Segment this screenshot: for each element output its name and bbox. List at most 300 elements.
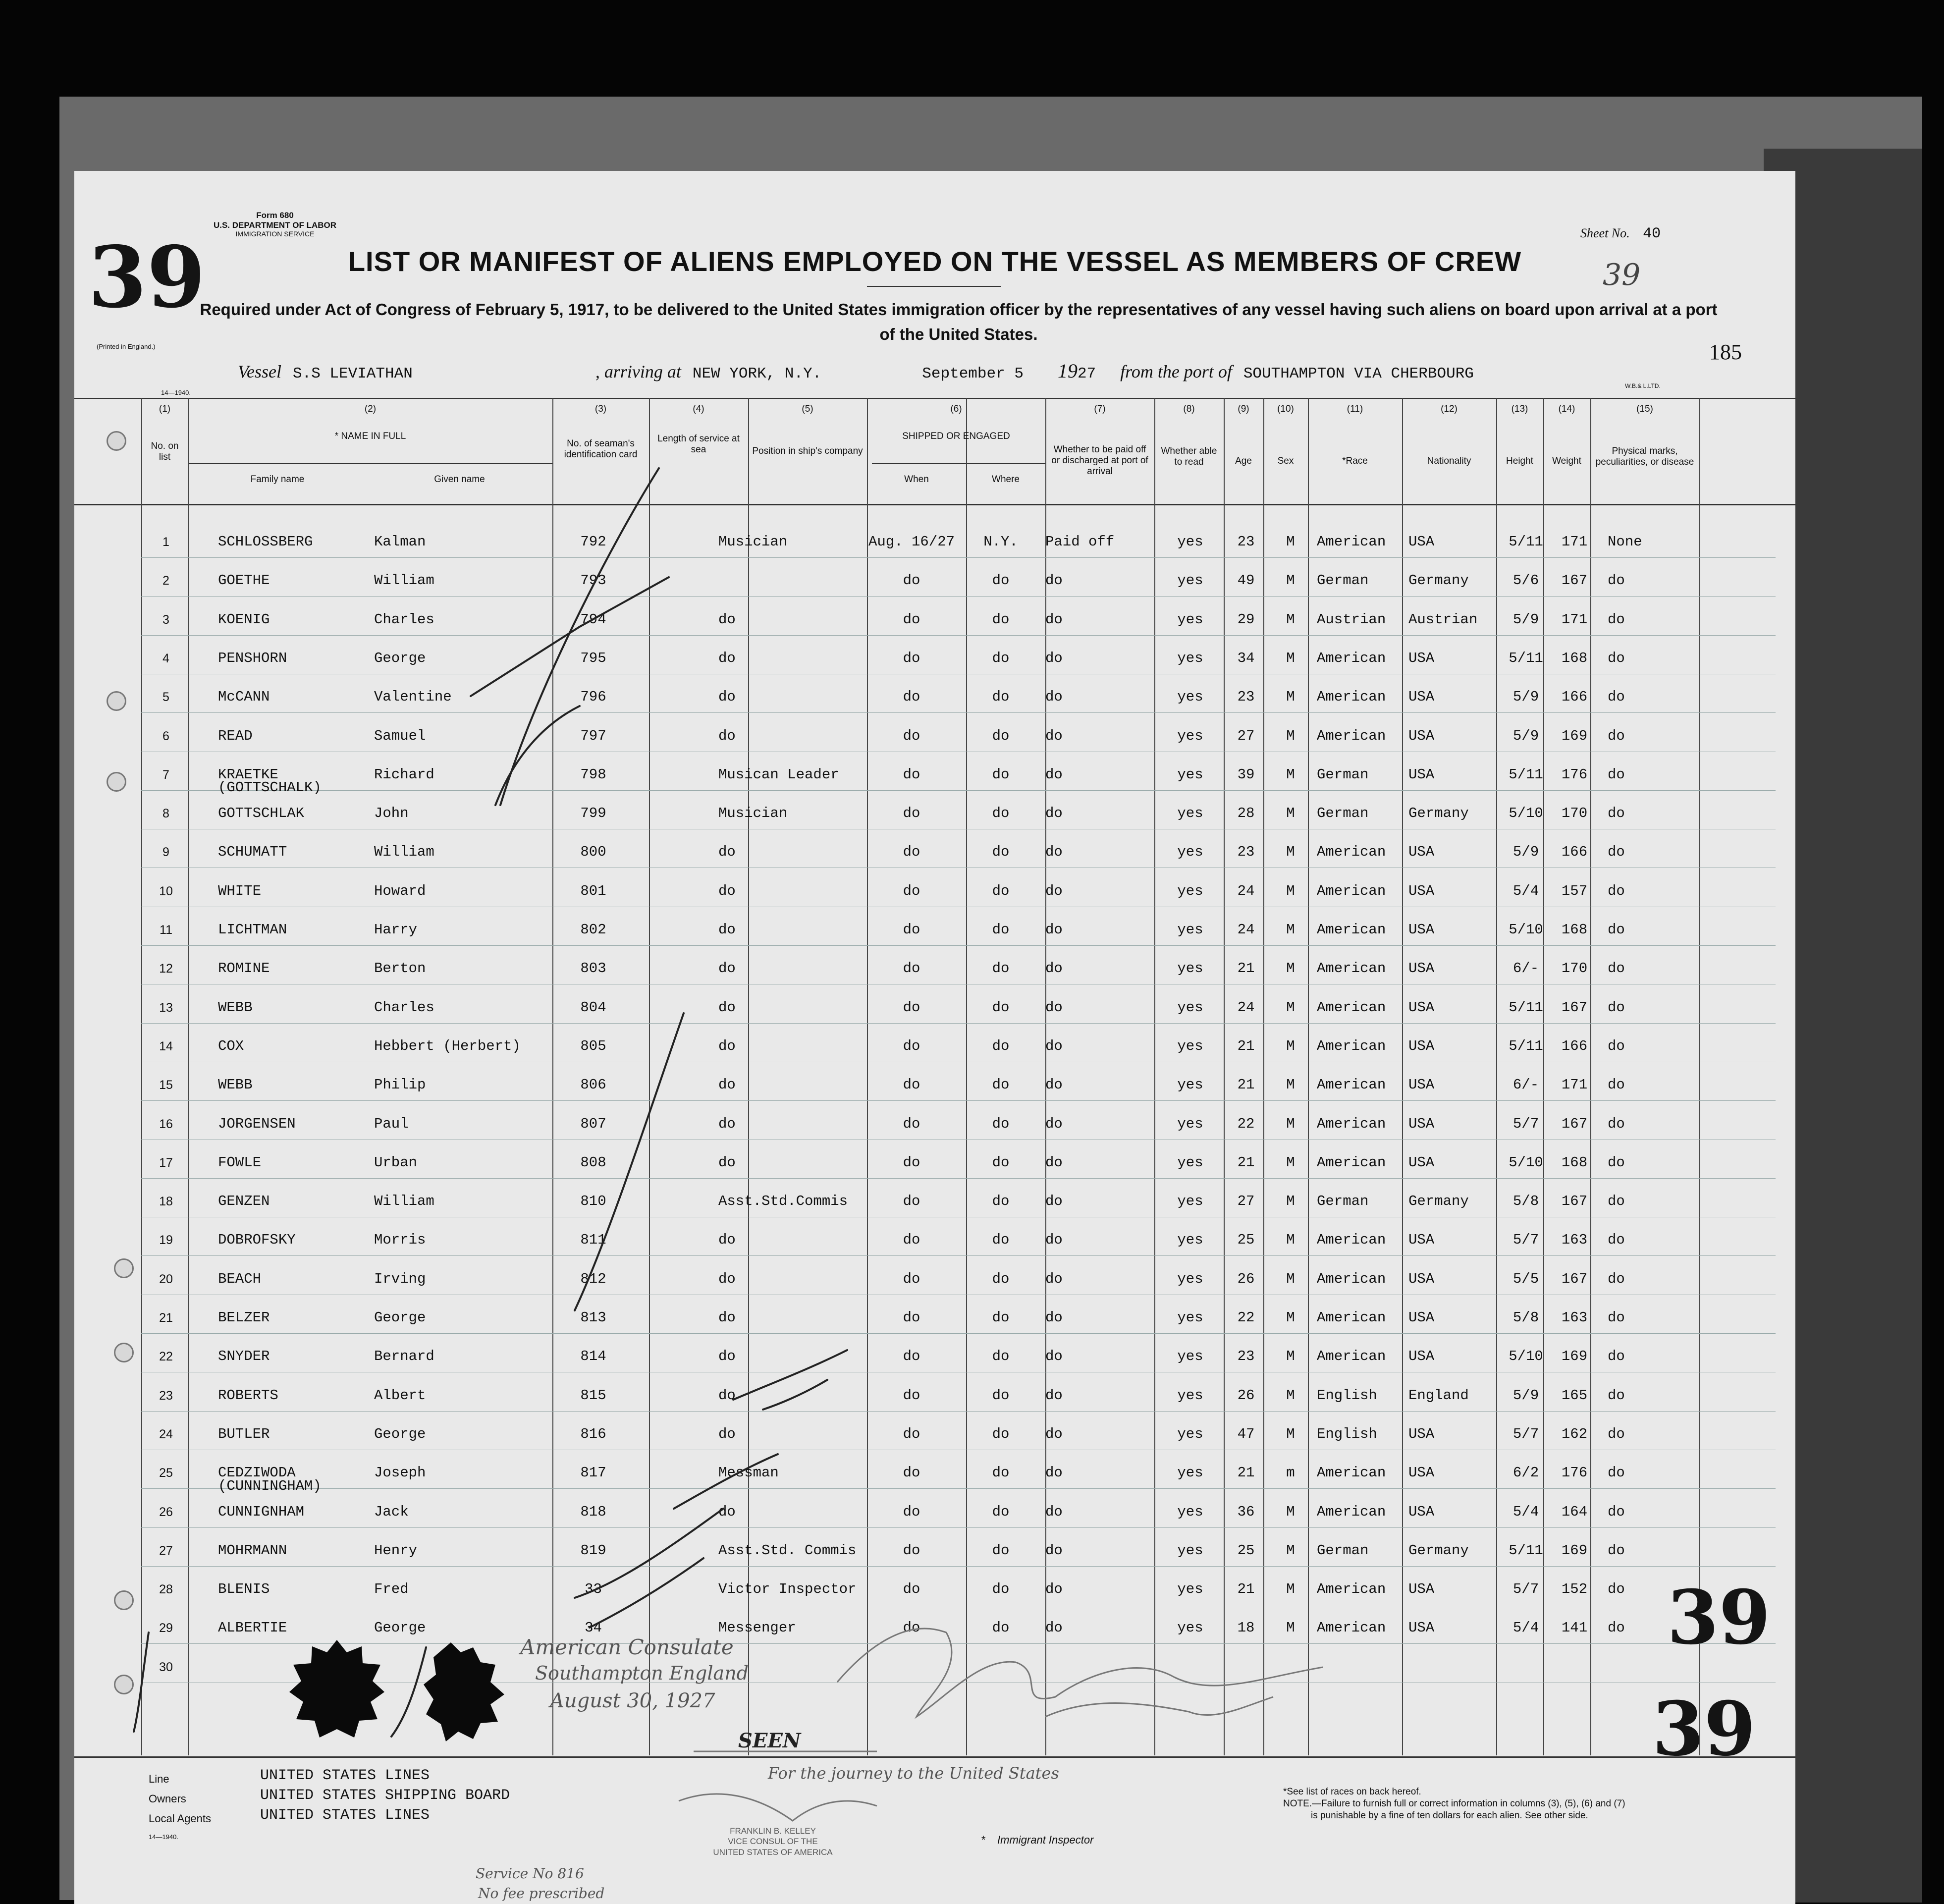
cell-sex: M [1286, 883, 1295, 899]
cell-sex: M [1286, 960, 1295, 977]
cell-card: 805 [580, 1038, 606, 1054]
cell-age: 26 [1237, 1387, 1255, 1404]
cell-given: Charles [374, 999, 434, 1016]
cell-paid: do [1045, 883, 1063, 899]
cell-position: do [718, 689, 736, 705]
cell-position: do [718, 611, 736, 628]
cell-age: 23 [1237, 534, 1255, 550]
cell-age: 49 [1237, 572, 1255, 589]
cell-paid: do [1045, 805, 1063, 821]
cell-weight: 162 [1561, 1426, 1588, 1442]
cell-sex: M [1286, 1038, 1295, 1054]
cell-position: do [718, 728, 736, 744]
cell-marks: do [1608, 1620, 1625, 1636]
cell-position: do [718, 883, 736, 899]
cell-age: 24 [1237, 999, 1255, 1016]
cell-marks: do [1608, 1465, 1625, 1481]
cell-where: do [992, 1309, 1010, 1326]
column-header: Whether to be paid off or discharged at port of arrival [1051, 444, 1148, 477]
cell-paid: do [1045, 766, 1063, 783]
cell-height: 5/11 [1509, 999, 1543, 1016]
column-header: Weight [1552, 456, 1581, 466]
cell-position: do [718, 1077, 736, 1093]
cell-family: KRAETKE [218, 766, 278, 783]
arrival-date: September 5 [922, 365, 1024, 382]
department: U.S. DEPARTMENT OF LABOR [213, 220, 337, 230]
cell-height: 5/7 [1512, 1426, 1539, 1442]
cell-race: American [1317, 1504, 1386, 1520]
cell-given: Berton [374, 960, 426, 977]
cell-age: 18 [1237, 1620, 1255, 1636]
page-title: LIST OR MANIFEST OF ALIENS EMPLOYED ON THE VESSEL AS MEMBERS OF CREW [348, 246, 1522, 277]
cell-sex: M [1286, 1348, 1295, 1364]
column-header: Physical marks, peculiarities, or disease [1595, 446, 1694, 467]
cell-race: American [1317, 999, 1386, 1016]
cell-given: George [374, 1309, 426, 1326]
sheet-number-crossed: 39 [1603, 258, 1641, 292]
cell-paid: do [1045, 1193, 1063, 1209]
inspector-text: Immigrant Inspector [997, 1834, 1094, 1846]
cell-read: yes [1177, 960, 1203, 977]
cell-weight: 167 [1561, 572, 1588, 589]
handwritten-date: August 30, 1927 [550, 1689, 715, 1712]
cell-sex: M [1286, 1426, 1295, 1442]
cell-height: 5/9 [1512, 611, 1539, 628]
column-header: When [904, 474, 929, 485]
cell-read: yes [1177, 1542, 1203, 1559]
cell-weight: 168 [1561, 650, 1588, 666]
cell-where: do [992, 611, 1010, 628]
cell-marks: do [1608, 1387, 1625, 1404]
cell-family: KOENIG [218, 611, 270, 628]
cell-read: yes [1177, 572, 1203, 589]
cell-when: do [903, 805, 920, 821]
cell-height: 5/10 [1509, 1154, 1543, 1171]
cell-position: do [718, 922, 736, 938]
cell-race: American [1317, 1348, 1386, 1364]
cell-marks: do [1608, 1038, 1625, 1054]
column-header: Sex [1277, 456, 1294, 466]
cell-marks: do [1608, 1581, 1625, 1597]
cell-read: yes [1177, 689, 1203, 705]
stamp-number-bottom: 39 [1652, 1686, 1756, 1773]
cell-family: READ [218, 728, 253, 744]
cell-race: American [1317, 1154, 1386, 1171]
cell-no: 30 [159, 1660, 173, 1674]
column-number: (4) [693, 404, 704, 414]
consul-title: VICE CONSUL OF THE [728, 1837, 818, 1847]
cell-position: Victor Inspector [718, 1581, 857, 1597]
cell-when: do [903, 1387, 920, 1404]
column-header: Length of service at sea [657, 434, 740, 455]
cell-position: do [718, 1348, 736, 1364]
cell-card: 806 [580, 1077, 606, 1093]
cell-read: yes [1177, 1077, 1203, 1093]
cell-card: 810 [580, 1193, 606, 1209]
cell-sex: M [1286, 572, 1295, 589]
cell-family: CEDZIWODA [218, 1465, 296, 1481]
cell-sex: M [1286, 1077, 1295, 1093]
cell-weight: 152 [1561, 1581, 1588, 1597]
cell-when: Aug. 16/27 [868, 534, 955, 550]
footnote-penalty-1: NOTE.—Failure to furnish full or correct information in columns (3), (5), (6) and (7) [1283, 1798, 1625, 1809]
cell-nat: USA [1408, 883, 1435, 899]
cell-paid: do [1045, 611, 1063, 628]
cell-no: 16 [159, 1117, 173, 1131]
cell-nat: USA [1408, 1077, 1435, 1093]
cell-nat: Germany [1408, 805, 1469, 821]
cell-family: GOTTSCHLAK [218, 805, 305, 821]
cell-card: 811 [580, 1232, 606, 1248]
cell-where: do [992, 1387, 1010, 1404]
cell-paid: do [1045, 1348, 1063, 1364]
cell-height: 5/11 [1509, 534, 1543, 550]
cell-card: 816 [580, 1426, 606, 1442]
column-number: (13) [1511, 404, 1528, 414]
cell-sex: M [1286, 611, 1295, 628]
cell-card: 34 [585, 1620, 602, 1636]
cell-read: yes [1177, 1348, 1203, 1364]
column-header: *Race [1342, 456, 1368, 466]
cell-card: 817 [580, 1465, 606, 1481]
cell-age: 27 [1237, 728, 1255, 744]
cell-marks: do [1608, 1542, 1625, 1559]
cell-position: do [718, 1309, 736, 1326]
cell-when: do [903, 689, 920, 705]
page-number: 185 [1709, 340, 1742, 364]
cell-weight: 164 [1561, 1504, 1588, 1520]
cell-height: 5/4 [1512, 883, 1539, 899]
cell-given: Henry [374, 1542, 418, 1559]
cell-position: Musician [718, 805, 788, 821]
column-number: (9) [1238, 404, 1249, 414]
cell-nat: USA [1408, 1504, 1435, 1520]
cell-height: 5/5 [1512, 1271, 1539, 1287]
cell-height: 5/9 [1512, 844, 1539, 860]
cell-marks: do [1608, 689, 1625, 705]
column-header: Height [1506, 456, 1533, 466]
cell-weight: 170 [1561, 960, 1588, 977]
cell-race: American [1317, 1038, 1386, 1054]
cell-card: 801 [580, 883, 606, 899]
subtitle: Required under Act of Congress of February 5, 1917, to be delivered to the United States immigration officer by the representatives of any vessel having such aliens on board upon arrival at a port of the United States. [200, 300, 1718, 343]
cell-given: Hebbert (Herbert) [374, 1038, 521, 1054]
cell-height: 5/8 [1512, 1193, 1539, 1209]
cell-position: do [718, 1271, 736, 1287]
cell-card: 800 [580, 844, 606, 860]
from-port: SOUTHAMPTON VIA CHERBOURG [1243, 365, 1474, 382]
sheet-value: 40 [1643, 225, 1661, 242]
cell-paid: do [1045, 1542, 1063, 1559]
cell-sex: M [1286, 689, 1295, 705]
cell-weight: 167 [1561, 1193, 1588, 1209]
cell-nat: England [1408, 1387, 1469, 1404]
cell-race: American [1317, 728, 1386, 744]
cell-sex: M [1286, 1309, 1295, 1326]
cell-given: Howard [374, 883, 426, 899]
cell-marks: do [1608, 766, 1625, 783]
cell-family: WEBB [218, 999, 253, 1016]
cell-where: do [992, 960, 1010, 977]
cell-paid: Paid off [1045, 534, 1115, 550]
cell-given: Joseph [374, 1465, 426, 1481]
cell-marks: do [1608, 650, 1625, 666]
cell-weight: 169 [1561, 728, 1588, 744]
cell-sex: M [1286, 844, 1295, 860]
cell-weight: 165 [1561, 1387, 1588, 1404]
cell-no: 21 [159, 1311, 173, 1325]
cell-nat: Germany [1408, 1542, 1469, 1559]
cell-height: 5/10 [1509, 1348, 1543, 1364]
cell-when: do [903, 1620, 920, 1636]
cell-weight: 171 [1561, 611, 1588, 628]
cell-given: Paul [374, 1116, 409, 1132]
handwritten-service: Service No 816 [476, 1865, 584, 1882]
cell-height: 5/9 [1512, 1387, 1539, 1404]
column-header: * NAME IN FULL [334, 431, 406, 441]
cell-race: American [1317, 1309, 1386, 1326]
footnote-races: *See list of races on back hereof. [1283, 1787, 1421, 1797]
cell-no: 24 [159, 1427, 173, 1441]
cell-read: yes [1177, 805, 1203, 821]
cell-age: 27 [1237, 1193, 1255, 1209]
cell-family: COX [218, 1038, 244, 1054]
cell-no: 22 [159, 1350, 173, 1363]
cell-when: do [903, 1348, 920, 1364]
consul-country: UNITED STATES OF AMERICA [713, 1847, 833, 1857]
cell-position: Messenger [718, 1620, 796, 1636]
cell-card: 803 [580, 960, 606, 977]
sheet-label: Sheet No. [1580, 226, 1630, 240]
cell-marks: do [1608, 1077, 1625, 1093]
cell-marks: do [1608, 1116, 1625, 1132]
cell-paid: do [1045, 1232, 1063, 1248]
cell-height: 5/7 [1512, 1232, 1539, 1248]
cell-race: American [1317, 1077, 1386, 1093]
cell-marks: do [1608, 1154, 1625, 1171]
cell-no: 5 [162, 690, 169, 704]
family-name-correction: (CUNNINGHAM) [218, 1478, 322, 1494]
cell-read: yes [1177, 999, 1203, 1016]
cell-no: 17 [159, 1156, 173, 1170]
cell-age: 21 [1237, 960, 1255, 977]
cell-sex: M [1286, 1620, 1295, 1636]
cell-race: German [1317, 766, 1369, 783]
cell-when: do [903, 572, 920, 589]
cell-when: do [903, 1116, 920, 1132]
cell-card: 812 [580, 1271, 606, 1287]
cell-card: 814 [580, 1348, 606, 1364]
line-label: Line [149, 1773, 169, 1785]
cell-nat: USA [1408, 1581, 1435, 1597]
form-reference: 14—1940. [161, 389, 191, 396]
cell-when: do [903, 1426, 920, 1442]
cell-height: 5/7 [1512, 1116, 1539, 1132]
cell-family: SCHUMATT [218, 844, 287, 860]
cell-when: do [903, 1542, 920, 1559]
cell-height: 5/9 [1512, 689, 1539, 705]
cell-when: do [903, 922, 920, 938]
cell-paid: do [1045, 922, 1063, 938]
cell-nat: Germany [1408, 572, 1469, 589]
cell-read: yes [1177, 1504, 1203, 1520]
cell-no: 13 [159, 1001, 173, 1015]
cell-race: American [1317, 1620, 1386, 1636]
cell-height: 5/7 [1512, 1581, 1539, 1597]
cell-given: Morris [374, 1232, 426, 1248]
cell-where: do [992, 1038, 1010, 1054]
cell-card: 796 [580, 689, 606, 705]
form-number: Form 680 [256, 211, 294, 220]
seen-stamp: SEEN [738, 1729, 801, 1752]
footnote-penalty-2: is punishable by a fine of ten dollars for each alien. See other side. [1311, 1810, 1588, 1821]
cell-given: William [374, 572, 434, 589]
cell-card: 808 [580, 1154, 606, 1171]
cell-where: do [992, 1504, 1010, 1520]
cell-given: Irving [374, 1271, 426, 1287]
cell-given: Valentine [374, 689, 452, 705]
cell-nat: USA [1408, 766, 1435, 783]
cell-weight: 171 [1561, 1077, 1588, 1093]
cell-read: yes [1177, 1154, 1203, 1171]
year-prefix: 19 [1057, 360, 1078, 382]
handwritten-fee: No fee prescribed [478, 1885, 605, 1902]
arrival-port: NEW YORK, N.Y. [692, 365, 822, 382]
cell-read: yes [1177, 844, 1203, 860]
cell-card: 813 [580, 1309, 606, 1326]
cell-sex: M [1286, 999, 1295, 1016]
cell-nat: USA [1408, 1116, 1435, 1132]
cell-given: Urban [374, 1154, 418, 1171]
cell-given: Jack [374, 1504, 409, 1520]
manifest-sheet [74, 171, 1795, 1904]
cell-sex: M [1286, 1542, 1295, 1559]
cell-race: American [1317, 960, 1386, 977]
cell-height: 5/4 [1512, 1504, 1539, 1520]
cell-where: do [992, 728, 1010, 744]
cell-sex: M [1286, 805, 1295, 821]
cell-age: 23 [1237, 1348, 1255, 1364]
handwritten-marks [74, 171, 1795, 1904]
cell-where: do [992, 1193, 1010, 1209]
stamp-number-top: 39 [1667, 1574, 1771, 1661]
cell-card: 799 [580, 805, 606, 821]
cell-where: do [992, 805, 1010, 821]
column-header: SHIPPED OR ENGAGED [902, 431, 1010, 441]
cell-no: 14 [159, 1039, 173, 1053]
cell-marks: do [1608, 1232, 1625, 1248]
cell-family: DOBROFSKY [218, 1232, 296, 1248]
cell-nat: USA [1408, 844, 1435, 860]
cell-where: do [992, 650, 1010, 666]
cell-height: 5/11 [1509, 650, 1543, 666]
cell-sex: M [1286, 1193, 1295, 1209]
cell-no: 23 [159, 1389, 173, 1403]
cell-weight: 163 [1561, 1232, 1588, 1248]
cell-age: 26 [1237, 1271, 1255, 1287]
cell-paid: do [1045, 844, 1063, 860]
cell-family: GENZEN [218, 1193, 270, 1209]
cell-age: 34 [1237, 650, 1255, 666]
cell-paid: do [1045, 1038, 1063, 1054]
cell-where: do [992, 1271, 1010, 1287]
cell-card: 795 [580, 650, 606, 666]
cell-marks: do [1608, 999, 1625, 1016]
cell-where: do [992, 1077, 1010, 1093]
cell-position: Asst.Std. Commis [718, 1542, 857, 1559]
cell-height: 6/2 [1512, 1465, 1539, 1481]
cell-sex: M [1286, 1387, 1295, 1404]
cell-age: 21 [1237, 1581, 1255, 1597]
cell-race: American [1317, 922, 1386, 938]
cell-position: do [718, 999, 736, 1016]
cell-where: do [992, 1620, 1010, 1636]
column-header: Nationality [1427, 456, 1471, 466]
printed-in: (Printed in England.) [97, 343, 156, 350]
cell-given: Charles [374, 611, 434, 628]
cell-age: 23 [1237, 844, 1255, 860]
cell-card: 792 [580, 534, 606, 550]
cell-race: American [1317, 689, 1386, 705]
cell-height: 5/10 [1509, 805, 1543, 821]
cell-paid: do [1045, 1154, 1063, 1171]
cell-race: Austrian [1317, 611, 1386, 628]
cell-card: 793 [580, 572, 606, 589]
cell-paid: do [1045, 1620, 1063, 1636]
cell-family: ALBERTIE [218, 1620, 287, 1636]
cell-marks: do [1608, 1426, 1625, 1442]
cell-given: Philip [374, 1077, 426, 1093]
cell-weight: 171 [1561, 534, 1588, 550]
cell-nat: USA [1408, 1232, 1435, 1248]
cell-age: 21 [1237, 1465, 1255, 1481]
cell-family: GOETHE [218, 572, 270, 589]
cell-age: 28 [1237, 805, 1255, 821]
column-header: No. of seaman's identification card [564, 438, 638, 460]
cell-where: do [992, 1232, 1010, 1248]
cell-sex: M [1286, 1271, 1295, 1287]
cell-paid: do [1045, 650, 1063, 666]
cell-where: do [992, 1348, 1010, 1364]
column-header: Whether able to read [1161, 446, 1217, 467]
cell-age: 21 [1237, 1077, 1255, 1093]
cell-marks: do [1608, 1348, 1625, 1364]
cell-family: BLENIS [218, 1581, 270, 1597]
cell-weight: 167 [1561, 1116, 1588, 1132]
cell-nat: USA [1408, 534, 1435, 550]
cell-card: 807 [580, 1116, 606, 1132]
cell-position: do [718, 1504, 736, 1520]
cell-height: 5/6 [1512, 572, 1539, 589]
cell-position: do [718, 1426, 736, 1442]
cell-paid: do [1045, 1309, 1063, 1326]
cell-given: Fred [374, 1581, 409, 1597]
line-value: UNITED STATES LINES [260, 1767, 430, 1784]
cell-card: 819 [580, 1542, 606, 1559]
column-header: No. on list [151, 441, 179, 462]
cell-family: BUTLER [218, 1426, 270, 1442]
column-header: Position in ship's company [752, 446, 863, 456]
cell-weight: 166 [1561, 844, 1588, 860]
cell-read: yes [1177, 650, 1203, 666]
column-number: (15) [1636, 404, 1653, 414]
cell-nat: USA [1408, 1154, 1435, 1171]
cell-height: 5/9 [1512, 728, 1539, 744]
cell-nat: USA [1408, 1348, 1435, 1364]
cell-when: do [903, 728, 920, 744]
vessel-label: Vessel [238, 362, 281, 381]
cell-weight: 176 [1561, 1465, 1588, 1481]
